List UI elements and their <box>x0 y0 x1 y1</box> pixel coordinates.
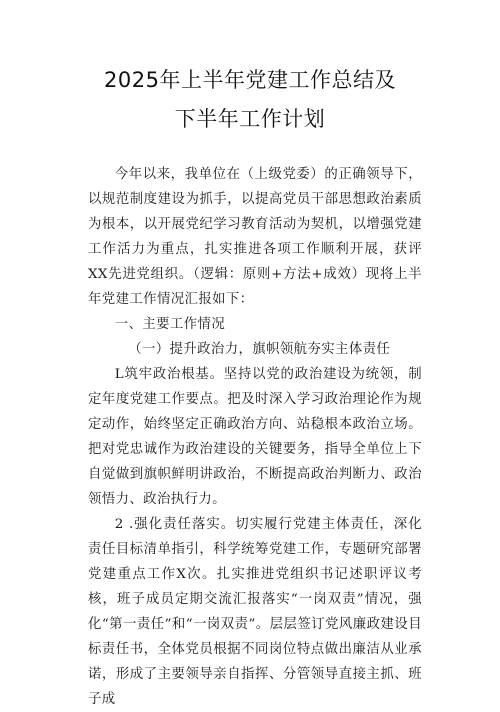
document-title-line-2: 下半年工作计划 <box>174 107 326 131</box>
item-paragraph-1: L筑牢政治根基。坚持以党的政治建设为统领，制定年度党建工作要点。把及时深入学习政治理论作为规定动作，始终坚定正确政治方向、站稳根本政治立场。把对党忠诚作为政治建设的关键要务，指导全单位上下自觉做到旗帜鲜明讲政治，不断提高政治判断力、政治领悟力、政治执行力。 <box>88 367 422 507</box>
document-body <box>88 162 422 712</box>
intro-paragraph: 今年以来，我单位在（上级党委）的正确领导下，以规范制度建设为抓手，以提高党员干部思想政治素质为根本，以开展党纪学习教育活动为契机，以增强党建工作活力为重点，扎实推进各项工作顺利开展，获评XX先进党组织。（逻辑：原则+方法+成效）现将上半年党建工作情况汇报如下： <box>88 167 422 307</box>
subsection-heading-political: （一）提升政治力，旗帜领航夯实主体责任 <box>128 342 391 357</box>
section-heading-main-work: 一、主要工作情况 <box>114 317 226 332</box>
document-title-line-1: 2025年上半年党建工作总结及 <box>104 68 396 92</box>
item-paragraph-2: 2 .强化责任落实。切实履行党建主体责任，深化责任目标清单指引，科学统筹党建工作，专题研究部署党建重点工作X次。扎实推进党组织书记述职评议考核，班子成员定期交流汇报落实“一岗双责”情况，强化“第一责任”和“一岗双责”。层层签订党风廉政建设目标责任书，全体党员根据不同岗位特点做出廉洁从业承诺，形成了主要领导亲自指挥、分管领导直接主抓、班子成 <box>88 517 422 707</box>
